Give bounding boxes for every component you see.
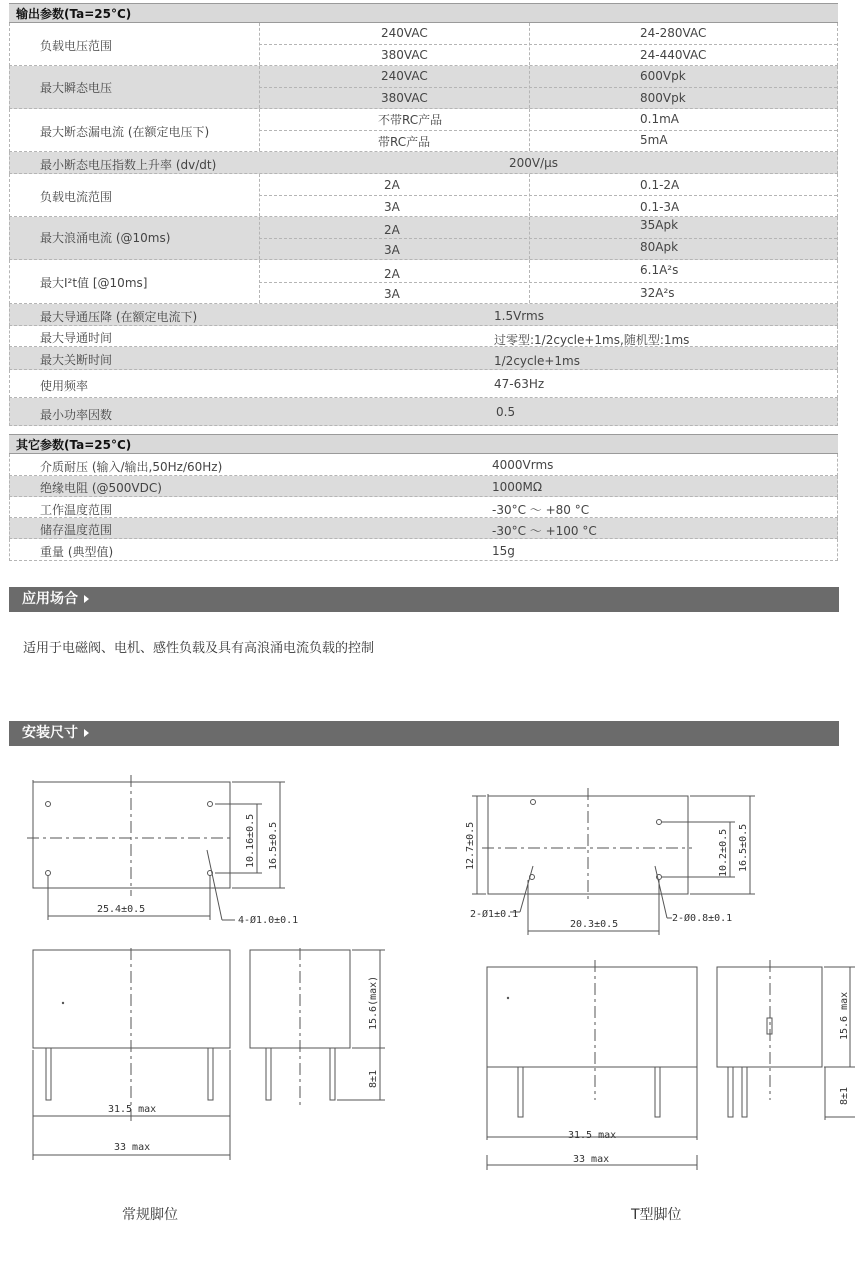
dim-pitch: 10.2±0.5	[718, 828, 729, 877]
value: 1/2cycle+1ms	[494, 354, 580, 368]
conventional-pin-drawing	[0, 760, 430, 1180]
value: 240VAC	[381, 26, 428, 40]
dimensions-title: 安装尺寸	[22, 725, 78, 741]
dim-height: 15.6 max	[839, 991, 850, 1040]
dim-depth: 16.5±0.5	[268, 821, 279, 870]
row-max-turn-on-time	[9, 326, 838, 347]
value: 380VAC	[381, 91, 428, 105]
dim-left-height: 12.7±0.5	[465, 821, 476, 870]
label: 最大I²t值 [@10ms]	[40, 276, 148, 290]
row-min-power-factor	[9, 398, 838, 426]
label: 最小断态电压指数上升率 (dv/dt)	[40, 158, 217, 172]
label: 最大浪涌电流 (@10ms)	[40, 231, 171, 245]
value: 3A	[384, 200, 400, 214]
value: 不带RC产品	[378, 113, 443, 127]
value: 带RC产品	[378, 135, 431, 149]
label: 最大瞬态电压	[40, 81, 113, 95]
row-max-surge-current	[9, 217, 838, 260]
row-max-turn-off-time	[9, 347, 838, 370]
value: -30°C ～ +80 °C	[492, 503, 590, 517]
dim-pitch: 10.16±0.5	[245, 813, 256, 868]
label: 最大导通压降 (在额定电流下)	[40, 310, 198, 324]
value: 24-440VAC	[640, 48, 707, 62]
dim-hole1: 2-Ø1±0.1	[470, 909, 519, 920]
application-text: 适用于电磁阀、电机、感性负载及具有高浪涌电流负载的控制	[23, 641, 375, 656]
label: 负载电压范围	[40, 39, 113, 53]
value: 6.1A²s	[640, 263, 679, 277]
row-dielectric-strength	[9, 454, 838, 476]
value: 4000Vrms	[492, 458, 554, 472]
value: 2A	[384, 223, 400, 237]
label: 最大关断时间	[40, 353, 113, 367]
dim-depth: 16.5±0.5	[738, 823, 749, 872]
dimensions-section-header	[9, 721, 839, 746]
dim-len2: 33 max	[573, 1154, 610, 1165]
label: 工作温度范围	[40, 503, 113, 517]
value: 15g	[492, 544, 515, 558]
row-min-dvdt	[9, 152, 838, 174]
value: 47-63Hz	[494, 377, 545, 391]
application-section-header	[9, 587, 839, 612]
row-max-onstate-drop	[9, 304, 838, 326]
dim-len1: 31.5 max	[108, 1104, 157, 1115]
row-frequency	[9, 370, 838, 398]
dim-pin: 8±1	[368, 1069, 379, 1088]
dim-hole2: 2-Ø0.8±0.1	[672, 913, 733, 924]
value: 0.1-3A	[640, 200, 680, 214]
t-type-pin-drawing	[430, 760, 860, 1180]
row-max-offstate-leakage	[9, 109, 838, 152]
caption-conventional: 常规脚位	[122, 1207, 178, 1223]
value: 2A	[384, 267, 400, 281]
application-title: 应用场合	[22, 591, 78, 607]
dim-height: 15.6(max)	[368, 975, 379, 1030]
dim-len1: 31.5 max	[568, 1130, 617, 1141]
dim-pin: 8±1	[839, 1086, 850, 1105]
value: 1.5Vrms	[494, 309, 544, 323]
value: 380VAC	[381, 48, 428, 62]
value: 5mA	[640, 133, 668, 147]
value: 32A²s	[640, 286, 675, 300]
value: 3A	[384, 243, 400, 257]
row-load-voltage-range	[9, 23, 838, 66]
value: 0.1-2A	[640, 178, 680, 192]
row-insulation-resistance	[9, 476, 838, 497]
label: 最小功率因数	[40, 408, 113, 422]
value: 24-280VAC	[640, 26, 707, 40]
value: 过零型:1/2cycle+1ms,随机型:1ms	[494, 333, 690, 347]
value: 80Apk	[640, 240, 679, 254]
row-max-i2t	[9, 260, 838, 304]
label: 负载电流范围	[40, 190, 113, 204]
row-load-current-range	[9, 174, 838, 217]
value: 0.5	[496, 405, 516, 419]
row-weight	[9, 539, 838, 561]
row-storage-temp	[9, 518, 838, 539]
label: 最大断态漏电流 (在额定电压下)	[40, 125, 210, 139]
label: 重量 (典型值)	[40, 545, 114, 559]
value: 35Apk	[640, 218, 679, 232]
label: 绝缘电阻 (@500VDC)	[40, 481, 162, 495]
value: 800Vpk	[640, 91, 686, 105]
caret-right-icon	[84, 729, 89, 737]
label: 介质耐压 (输入/输出,50Hz/60Hz)	[40, 460, 223, 474]
value: 240VAC	[381, 69, 428, 83]
output-params-header: 输出参数(Ta=25°C)	[9, 3, 838, 23]
label: 使用频率	[40, 379, 89, 393]
dim-len2: 33 max	[114, 1142, 151, 1153]
dim-width: 25.4±0.5	[97, 904, 146, 915]
value: 3A	[384, 287, 400, 301]
label: 最大导通时间	[40, 331, 113, 345]
row-max-transient-voltage	[9, 66, 838, 109]
caption-t-type: T型脚位	[631, 1207, 682, 1223]
value: 0.1mA	[640, 112, 679, 126]
value: -30°C ～ +100 °C	[492, 524, 597, 538]
dim-width: 20.3±0.5	[570, 919, 619, 930]
value: 200V/μs	[509, 156, 559, 170]
label: 储存温度范围	[40, 523, 113, 537]
caret-right-icon	[84, 595, 89, 603]
other-params-header: 其它参数(Ta=25°C)	[9, 434, 838, 454]
dim-holes: 4-Ø1.0±0.1	[238, 915, 299, 926]
value: 600Vpk	[640, 69, 686, 83]
value: 1000MΩ	[492, 480, 543, 494]
value: 2A	[384, 178, 400, 192]
row-operating-temp	[9, 497, 838, 518]
